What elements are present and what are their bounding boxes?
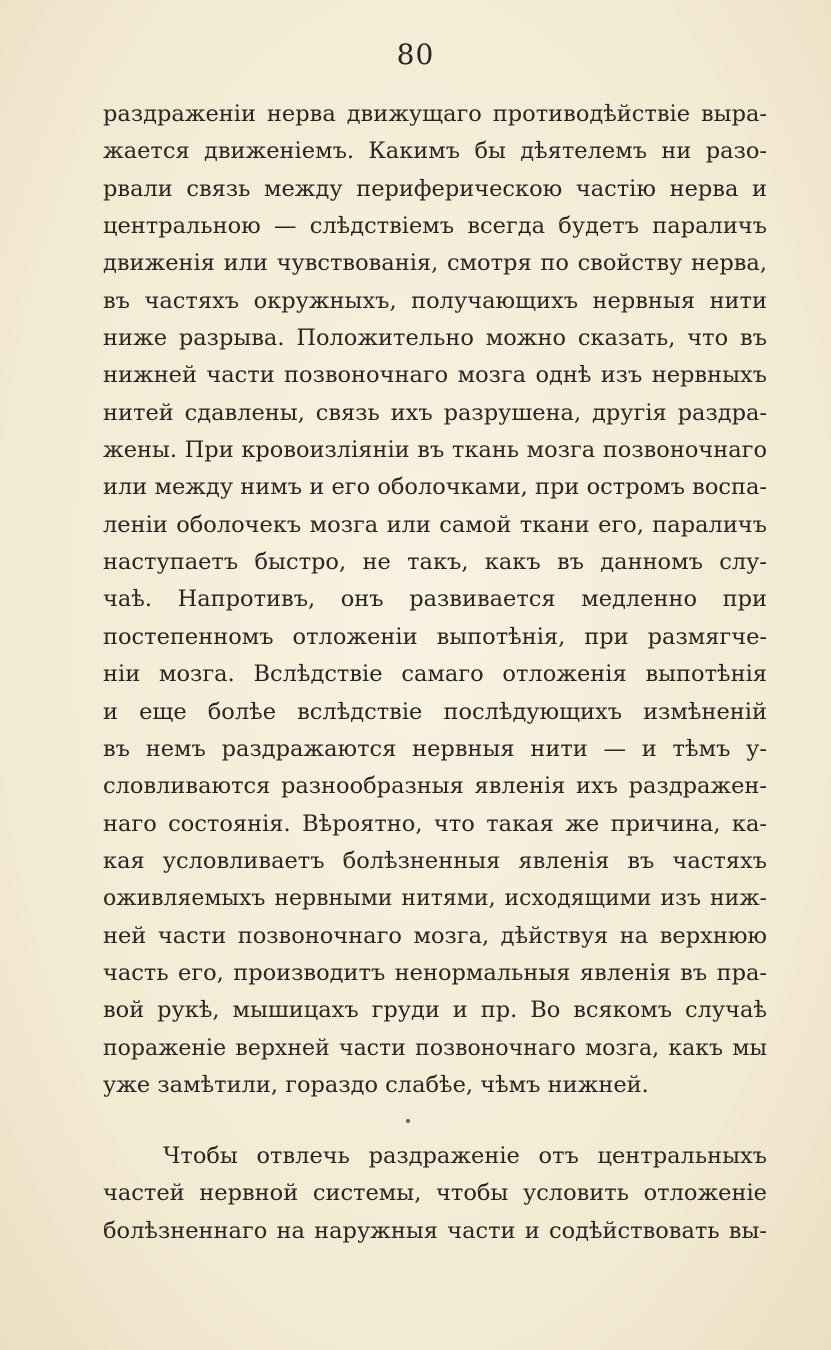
page-number: 80 xyxy=(396,38,435,71)
text-line: болѣзненнаго на наружныя части и содѣйствовать вы- xyxy=(103,1217,767,1244)
text-line: или между нимъ и его оболочками, при остромъ воспа- xyxy=(103,474,767,501)
text-line: нитей сдавлены, связь ихъ разрушена, другія раздра- xyxy=(103,399,767,426)
text-line: постепенномъ отложеніи выпотѣнія, при размягче- xyxy=(103,623,767,650)
text-line: наго состоянія. Вѣроятно, что такая же причина, ка- xyxy=(103,810,767,837)
text-line: леніи оболочекъ мозга или самой ткани его, параличъ xyxy=(103,511,767,538)
text-line: ней части позвоночнаго мозга, дѣйствуя на верхнюю xyxy=(103,922,767,949)
text-line: въ частяхъ окружныхъ, получающихъ нервныя нити xyxy=(103,287,767,314)
text-line: жается движеніемъ. Какимъ бы дѣятелемъ ни разо- xyxy=(103,138,767,165)
text-line: нижней части позвоночнаго мозга однѣ изъ нервныхъ xyxy=(103,362,767,389)
text-line: раздраженіи нерва движущаго противодѣйствіе выра- xyxy=(103,101,767,127)
text-line: кая условливаетъ болѣзненныя явленія въ частяхъ xyxy=(103,847,767,874)
paragraph-2 xyxy=(103,1138,767,1250)
text-line: въ немъ раздражаются нервныя нити — и тѣмъ у- xyxy=(103,735,767,762)
text-line: и еще болѣе вслѣдствіе послѣдующихъ измѣненій xyxy=(103,698,767,725)
text-line: ніи мозга. Вслѣдствіе самаго отложенія выпотѣнія xyxy=(103,661,767,688)
text-line: пораженіе верхней части позвоночнаго мозга, какъ мы xyxy=(103,1035,767,1061)
paragraph-separator-dot xyxy=(406,1119,410,1123)
text-line: оживляемыхъ нервными нитями, исходящими изъ ниж- xyxy=(103,886,767,912)
text-line: Чтобы отвлечь раздраженіе отъ центральныхъ xyxy=(163,1143,767,1169)
text-line: жены. При кровоизліяніи въ ткань мозга позвоночнаго xyxy=(103,437,767,464)
text-line: вой рукѣ, мышицахъ груди и пр. Во всякомъ случаѣ xyxy=(103,997,767,1024)
text-line: рвали связь между периферическою частію нерва и xyxy=(103,175,767,202)
text-line: движенія или чувствованія, смотря по свойству нерва, xyxy=(103,250,767,277)
text-line: ниже разрыва. Положительно можно сказать, что въ xyxy=(103,325,767,352)
text-line: уже замѣтили, гораздо слабѣе, чѣмъ нижней. xyxy=(103,1071,649,1098)
text-line: часть его, производитъ ненормальныя явленія въ пра- xyxy=(103,959,767,986)
text-line: наступаетъ быстро, не такъ, какъ въ данномъ слу- xyxy=(103,549,767,576)
text-line: центральною — слѣдствіемъ всегда будетъ параличъ xyxy=(103,213,767,240)
paragraph-1 xyxy=(103,96,767,1104)
text-line: словливаются разнообразныя явленія ихъ раздражен- xyxy=(103,773,767,800)
text-line: частей нервной системы, чтобы условить отложеніе xyxy=(103,1180,767,1207)
text-line: чаѣ. Напротивъ, онъ развивается медленно при xyxy=(103,586,767,613)
